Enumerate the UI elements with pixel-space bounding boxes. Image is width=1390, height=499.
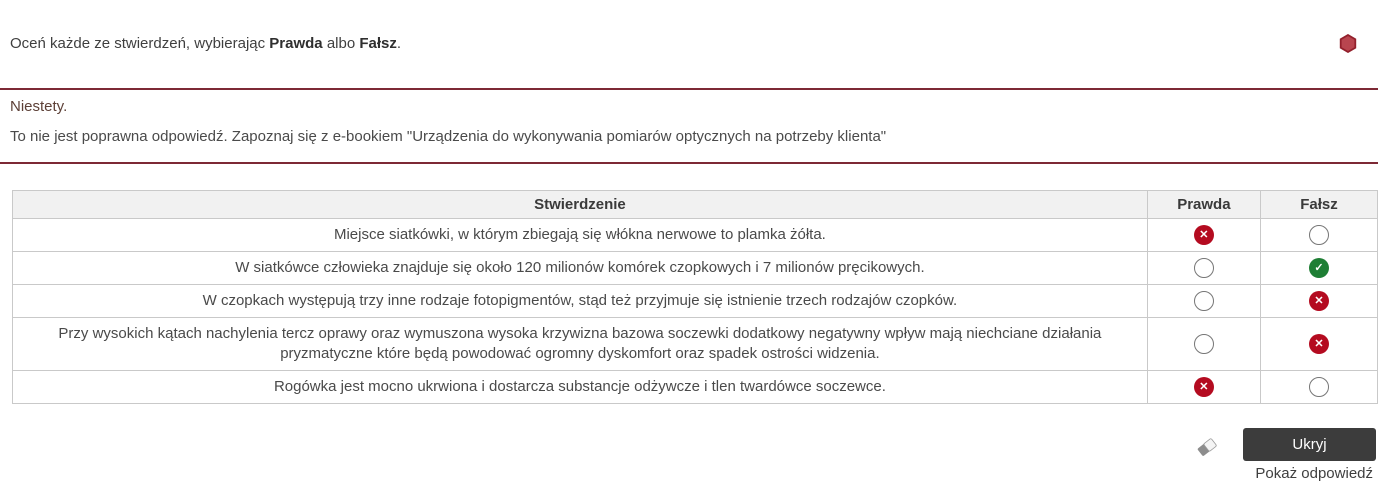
radio-falsz[interactable] — [1309, 225, 1329, 245]
hide-button[interactable]: Ukryj — [1243, 428, 1376, 461]
instruction-bold-true: Prawda — [269, 35, 323, 52]
radio-prawda[interactable]: ✕ — [1194, 377, 1214, 397]
table-row — [13, 318, 1378, 371]
header-prawda: Prawda — [1147, 191, 1260, 219]
falsz-cell — [1260, 252, 1377, 285]
radio-prawda[interactable] — [1194, 258, 1214, 278]
statement-cell: Przy wysokich kątach nachylenia tercz oprawy oraz wymuszona wysoka krzywizna bazowa soczewki dodatkowy negatywny wpływ mają niechciane działania pryzmatyczne które będą powodować ogromny dyskomfort oraz spadek ostrości widzenia. — [13, 318, 1148, 371]
feedback-title: Niestety. — [10, 98, 68, 115]
table-row — [13, 219, 1378, 252]
hide-column — [1243, 428, 1376, 482]
falsz-cell — [1260, 285, 1377, 318]
radio-prawda[interactable]: ✕ — [1194, 225, 1214, 245]
instruction-part3: . — [396, 35, 402, 52]
statements-table — [12, 190, 1378, 404]
radio-falsz[interactable] — [1309, 377, 1329, 397]
prawda-cell — [1147, 219, 1260, 252]
prawda-cell — [1147, 285, 1260, 318]
prawda-cell — [1147, 252, 1260, 285]
header-falsz: Fałsz — [1260, 191, 1377, 219]
table-header-row — [13, 191, 1378, 219]
falsz-cell — [1260, 318, 1377, 371]
eraser-icon[interactable] — [1195, 436, 1219, 463]
table-row — [13, 285, 1378, 318]
prawda-cell — [1147, 318, 1260, 371]
instruction-bar — [0, 0, 1390, 53]
instruction-part2: albo — [322, 35, 360, 52]
statement-cell: W czopkach występują trzy inne rodzaje fotopigmentów, stąd też przyjmuje się istnienie trzech rodzajów czopków. — [13, 285, 1148, 318]
statement-cell: Rogówka jest mocno ukrwiona i dostarcza substancje odżywcze i tlen twardówce soczewce. — [13, 371, 1148, 404]
divider-bottom — [0, 162, 1378, 164]
falsz-cell — [1260, 219, 1377, 252]
feedback-message: To nie jest poprawna odpowiedź. Zapoznaj się z e-bookiem "Urządzenia do wykonywania pomiarów optycznych na potrzeby klienta" — [10, 128, 887, 145]
statement-cell: W siatkówce człowieka znajduje się około 120 milionów komórek czopkowych i 7 milionów pręcikowych. — [13, 252, 1148, 285]
instruction-bold-false: Fałsz — [359, 35, 397, 52]
actions-bar — [0, 428, 1376, 482]
show-answer-link[interactable]: Pokaż odpowiedź — [1255, 465, 1373, 483]
prawda-cell — [1147, 371, 1260, 404]
radio-falsz[interactable]: ✓ — [1309, 258, 1329, 278]
instruction-text — [10, 35, 401, 52]
header-stwierdzenie: Stwierdzenie — [13, 191, 1148, 219]
table-row — [13, 252, 1378, 285]
radio-falsz[interactable]: ✕ — [1309, 291, 1329, 311]
radio-prawda[interactable] — [1194, 334, 1214, 354]
falsz-cell — [1260, 371, 1377, 404]
radio-falsz[interactable]: ✕ — [1309, 334, 1329, 354]
radio-prawda[interactable] — [1194, 291, 1214, 311]
instruction-part1: Oceń każde ze stwierdzeń, wybierając — [10, 35, 270, 52]
statement-cell: Miejsce siatkówki, w którym zbiegają się włókna nerwowe to plamka żółta. — [13, 219, 1148, 252]
hexagon-status-icon — [1339, 34, 1357, 53]
table-row — [13, 371, 1378, 404]
divider-top — [0, 88, 1378, 90]
